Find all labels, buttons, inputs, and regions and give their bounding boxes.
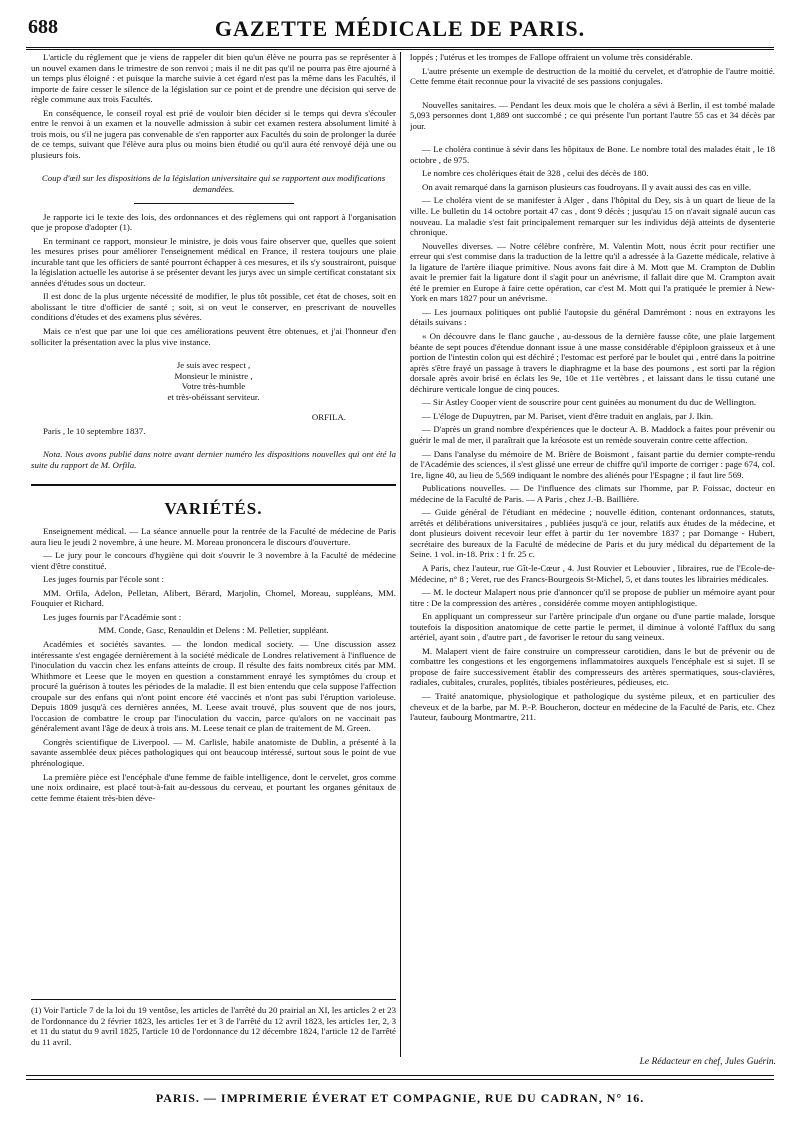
footnote (31, 1005, 396, 1050)
paragraph: En terminant ce rapport, monsieur le ministre, je dois vous faire observer que, quelles que soient les mesures prises pour améliorer l'enseignement médical en France, il restera toujours une plaie incurable tant que les officiers de santé pourront échapper à ces mesures, et ils s'y soustrairont, puisque la législation actuelle les autorise à se présenter devant les jurys avec un simple certificat constatant six années d'études sous un docteur. (31, 235, 396, 288)
paragraph: — Dans l'analyse du mémoire de M. Brière de Boismont , faisant partie du dernier compte-rendu de l'Académie des sciences, il s'est glissé une erreur de chiffre qu'il importe de corriger : page 674, col. 1re, ligne 40, au lieu de 5,569 indiquant le nombre des aliénés pour l'Espagne ; il faut lire 569. (410, 448, 775, 480)
section-rule (31, 484, 396, 486)
paragraph: L'article du règlement que je viens de rappeler dit bien qu'un élève ne pourra pas se représenter à un nouvel examen dans le trimestre de son renvoi ; mais il ne dit pas qu'il ne pourra pas être ajourné à un temps plus éloigné : et puisque la marche suivie à cet égard n'est pas la même dans les Facultés, il importe de faire cesser le silence de la législation sur ce point et de prendre une décision qui serve de règle commune aux trois Facultés. (31, 52, 396, 105)
section-heading: Coup d'œil sur les dispositions de la législation universitaire qui se rapportent aux modifications demandées. (41, 173, 386, 195)
paragraph: A Paris, chez l'auteur, rue Gît-le-Cœur , 4. Just Rouvier et Lebouvier , libraires, rue de l'Ecole-de-Médecine, n° 8 ; Veret, rue des Francs-Bourgeois St-Michel, 5, et dans toutes les librairies médicales. (410, 562, 775, 584)
imprint-footer: PARIS. — IMPRIMERIE ÉVERAT ET COMPAGNIE, RUE DU CADRAN, N° 16. (155, 1091, 645, 1105)
paragraph: loppés ; l'utérus et les trompes de Fallope offraient un volume très considérable. (410, 52, 693, 62)
bottom-rule (26, 1075, 774, 1076)
paragraph: Mais ce n'est que par une loi que ces améliorations peuvent être obtenues, et j'ai l'honneur d'en solliciter la présentation avec la plus vive instance. (31, 326, 396, 347)
paragraph: Publications nouvelles. — De l'influence des climats sur l'homme, par P. Foissac, docteur en médecine de la Faculté de Paris. — A Paris , chez J.-B. Baillière. (410, 483, 775, 504)
paragraph: — D'après un grand nombre d'expériences que le docteur A. B. Maddock a faites pour prévenir ou guérir le mal de mer, il paraîtrait que la kréosote est un remède souverain contre cette affection. (410, 424, 775, 445)
paragraph: — Le choléra continue à sévir dans les hôpitaux de Bone. Le nombre total des malades était , le 18 octobre , de 975. (410, 144, 775, 165)
signature-name: ORFILA. (311, 412, 346, 423)
paragraph: Congrès scientifique de Liverpool. — M. Carlisle, habile anatomiste de Dublin, a présenté à la savante assemblée deux pièces pathologiques qui ont beaucoup intéressé, surtout sous le point de vue phrénologique. (31, 736, 396, 768)
paragraph: En appliquant un compresseur sur l'artère principale d'un organe ou d'une partie malade, lorsque toutefois la disposition anatomique de cette partie le permet, il diminue à volonté l'afflux du sang artériel, ayant soin , d'autre part , de favoriser le retour du sang veineux. (410, 611, 775, 643)
paragraph: — Le choléra vient de se manifester à Alger , dans l'hôpital du Dey, sis à un quart de lieue de la ville. Le bulletin du 14 octobre portait 47 cas , dont 9 décès ; jusqu'au 15 on n'avait signalé aucun cas nouveau. La maladie s'est fait principalement remarquer sur les individus déjà atteints de dysenterie chronique. (410, 195, 775, 238)
column-divider (400, 52, 401, 1057)
top-rule (26, 47, 774, 50)
paragraph: Je rapporte ici le texte des lois, des ordonnances et des règlemens qui ont rapport à l'organisation que je propose d'adopter (1). (31, 211, 396, 233)
paragraph: Nouvelles diverses. — Notre célèbre confrère, M. Valentin Mott, nous écrit pour rectifier une erreur qui s'est commise dans la traduction de la lettre qu'il a adressée à la Gazette médicale, relative à la ligature de l'artère iliaque primitive. Nous avons fait dire à M. Mott que M. Crampton de Dublin avait le premier fait la ligature dont il s'agit pour un anévrisme, il fallait dire que M. Crampton avait été le premier en Europe à faire cette opération, car c'est M. Mott qui l'a pratiquée le premier à New-York en mars 1827 pour un anévrisme. (410, 240, 775, 304)
signature-line: et très-obéissant serviteur. (167, 391, 260, 402)
redactor-signature: Le Rédacteur en chef, Jules Guérin. (639, 1057, 776, 1067)
paragraph: Académies et sociétés savantes. — the london medical society. — Une discussion assez intéressante s'est engagée dernièrement à la société médicale de Londres relativement à l'influence de l'inoculation du vaccin chez les enfans atteints de croup. Il résulte des faits nombreux cités par MM. Whithmore et Leese que le moyen en question a constamment enrayé les symptômes du croup et procuré la guérison à toutes les périodes de la maladie. Il est bien entendu que cela suppose l'affection croupale sur des enfans qui n'ont point encore été vaccinés et n'ont pas subi l'éruption varioleuse. Depuis 1809 jusqu'à ces dernières années, M. Leese avait trouvé, plus souvent que de nos jours, l'occasion de combattre le croup par l'inoculation du vaccin, parce qu'alors on ne vaccinait pas généralement avant l'âge de deux à trois ans. M. Leese tenait ce plan de traitement de M. Green. (31, 638, 396, 734)
paragraph: Il est donc de la plus urgente nécessité de modifier, le plus tôt possible, cet état de choses, soit en abolissant le titre d'officier de santé ; soit, si on veut le conserver, en prescrivant de nouvelles conditions d'études et des examens plus sévères. (31, 291, 396, 323)
footnote-text: (1) Voir l'article 7 de la loi du 19 ventôse, les articles de l'arrêté du 20 prairial an XI, les articles 2 et 23 de l'ordonnance du 2 février 1823, les articles 1er et 3 de l'arrêté du 12 avril 1823, les articles 1er, 2, 3 et 11 du statut du 9 avril 1825, l'article 10 de l'ordonnance du 12 décembre 1824, l'article 12 de l'arrêté du 11 avril. (31, 1005, 396, 1047)
paragraph: — L'éloge de Dupuytren, par M. Pariset, vient d'être traduit en anglais, par J. Ikin. (422, 410, 714, 421)
paragraph: Le nombre ces cholériques était de 328 , celui des décès de 180. (422, 168, 649, 179)
paragraph: — Sir Astley Cooper vient de souscrire pour cent guinées au monument du duc de Wellington. (422, 397, 757, 408)
signature-line: Monsieur le ministre , (174, 370, 253, 381)
paragraph: — Traité anatomique, physiologique et pathologique du système pileux, et en particulier des cheveux et de la barbe, par M. P.-P. Boucheron, docteur en médecine de la Faculté de Paris, etc. Chez l'auteur, faubourg Montmartre, 211. (410, 690, 775, 723)
nota: Nota. Nous avons publié dans notre avant dernier numéro les dispositions nouvelles qui ont été la suite du rapport de M. Orfila. (31, 449, 396, 470)
varietes-title: VARIÉTÉS. (164, 498, 263, 518)
paragraph: — Les journaux politiques ont publié l'autopsie du général Damrémont : nous en extrayons les détails suivans : (410, 306, 775, 328)
paragraph: Nouvelles sanitaires. — Pendant les deux mois que le choléra a sévi à Berlin, il est tombé malade 5,093 personnes dont 1,889 ont succombé ; ce qui présente l'un portant l'autre 55 cas et 34 décès par jour. (410, 99, 775, 131)
divider (134, 203, 294, 204)
paragraph: En conséquence, le conseil royal est prié de vouloir bien décider si le temps qui devra s'écouler entre le renvoi à un examen et la nouvelle admission à subir cet examen restera absolument limité à trois mois, ou s'il ne jugera pas convenable de s'en rapporter aux Facultés du soin de prolonger la durée de ce temps, suivant que l'élève aura plus ou moins bien étudié ou qu'il aura été renvoyé déjà une ou plusieurs fois. (31, 107, 396, 160)
paragraph: — Le jury pour le concours d'hygiène qui doit s'ouvrir le 3 novembre à la Faculté de médecine vient d'être constitué. (31, 550, 396, 571)
paragraph: Les juges fournis par l'école sont : (43, 574, 164, 585)
paragraph: MM. Conde, Gasc, Renauldin et Delens : M. Pelletier, suppléant. (98, 625, 329, 636)
bottom-rule-inner (26, 1079, 774, 1080)
paragraph: MM. Orfila, Adelon, Pelletan, Alibert, Bérard, Marjolin, Chomel, Moreau, suppléans, MM. Fouquier et Richard. (31, 587, 396, 609)
paragraph: Les juges fournis par l'Académie sont : (43, 611, 182, 622)
date-line: Paris , le 10 septembre 1837. (43, 425, 146, 436)
footnote-rule (31, 999, 396, 1000)
paragraph: M. Malapert vient de faire construire un compresseur carotidien, dans le but de prévenir ou de combattre les congestions et les engorgemens inflammatoires auxquels l'encéphale est si sujet. Il se propose de faire successivement établir des compresseurs des artères spermatiques, sous-clavières, radiales, cubitales, crurales, poplités, tibiales postérieures, pédieuses, etc. (410, 645, 775, 688)
signature-line: Je suis avec respect , (176, 360, 251, 371)
paragraph: « On découvre dans le flanc gauche , au-dessous de la dernière fausse côte, une plaie largement béante de sept pouces d'étendue donnant issue à une masse considérable d'épiploon graisseux et à une portion de l'intestin colon qui est déchiré ; l'estomac est perforé par le boulet qui , entré dans la poitrine après s'être frayé un passage à travers le diaphragme et la base des poumons , est sorti par la région dorsale après avoir brisé en éclats les 9e, 10e et 11e vertèbres , et laissant dans le tissu cutané une déchirure verticale longue de cinq pouces. (410, 331, 775, 394)
left-column (31, 52, 396, 1006)
paragraph: — M. le docteur Malapert nous prie d'annoncer qu'il se propose de publier un mémoire ayant pour titre : De la compression des artères , considérée comme moyen antiphlogistique. (410, 587, 775, 608)
paragraph: — Guide général de l'étudiant en médecine ; nouvelle édition, contenant ordonnances, statuts, arrêtés et délibérations universitaires , publiées jusqu'à ce jour, relatifs aux études de la médecine, et dont plusieurs doivent recevoir leur effet à partir du 1er novembre 1837 ; par Domange - Hubert, secrétaire des bureaux de la Faculté de médecine de Paris et du jury médical du département de la Seine. 1 vol. in-18. Prix : 1 fr. 25 c. (410, 507, 775, 560)
right-column (410, 52, 775, 1055)
paragraph: La première pièce est l'encéphale d'une femme de faible intelligence, dont le cervelet, gros comme une noix ordinaire, est placé tout-à-fait au-dessous du cerveau, et pourtant les organes génitaux de cette femme étaient très-bien déve- (31, 771, 396, 803)
paragraph: On avait remarqué dans la garnison plusieurs cas foudroyans. Il y avait aussi des cas en ville. (422, 181, 752, 192)
paragraph: L'autre présente un exemple de destruction de la moitié du cervelet, et d'atrophie de l'autre moitié. Cette femme était reconnue pour la vivacité de ses passions conjugales. (410, 65, 775, 87)
signature-line: Votre très-humble (181, 381, 246, 392)
paragraph: Enseignement médical. — La séance annuelle pour la rentrée de la Faculté de médecine de Paris aura lieu le jeudi 2 novembre, à une heure. M. Moreau prononcera le discours d'ouverture. (31, 526, 396, 547)
page-number: 688 (28, 16, 58, 38)
masthead-title: GAZETTE MÉDICALE DE PARIS. (214, 16, 586, 41)
